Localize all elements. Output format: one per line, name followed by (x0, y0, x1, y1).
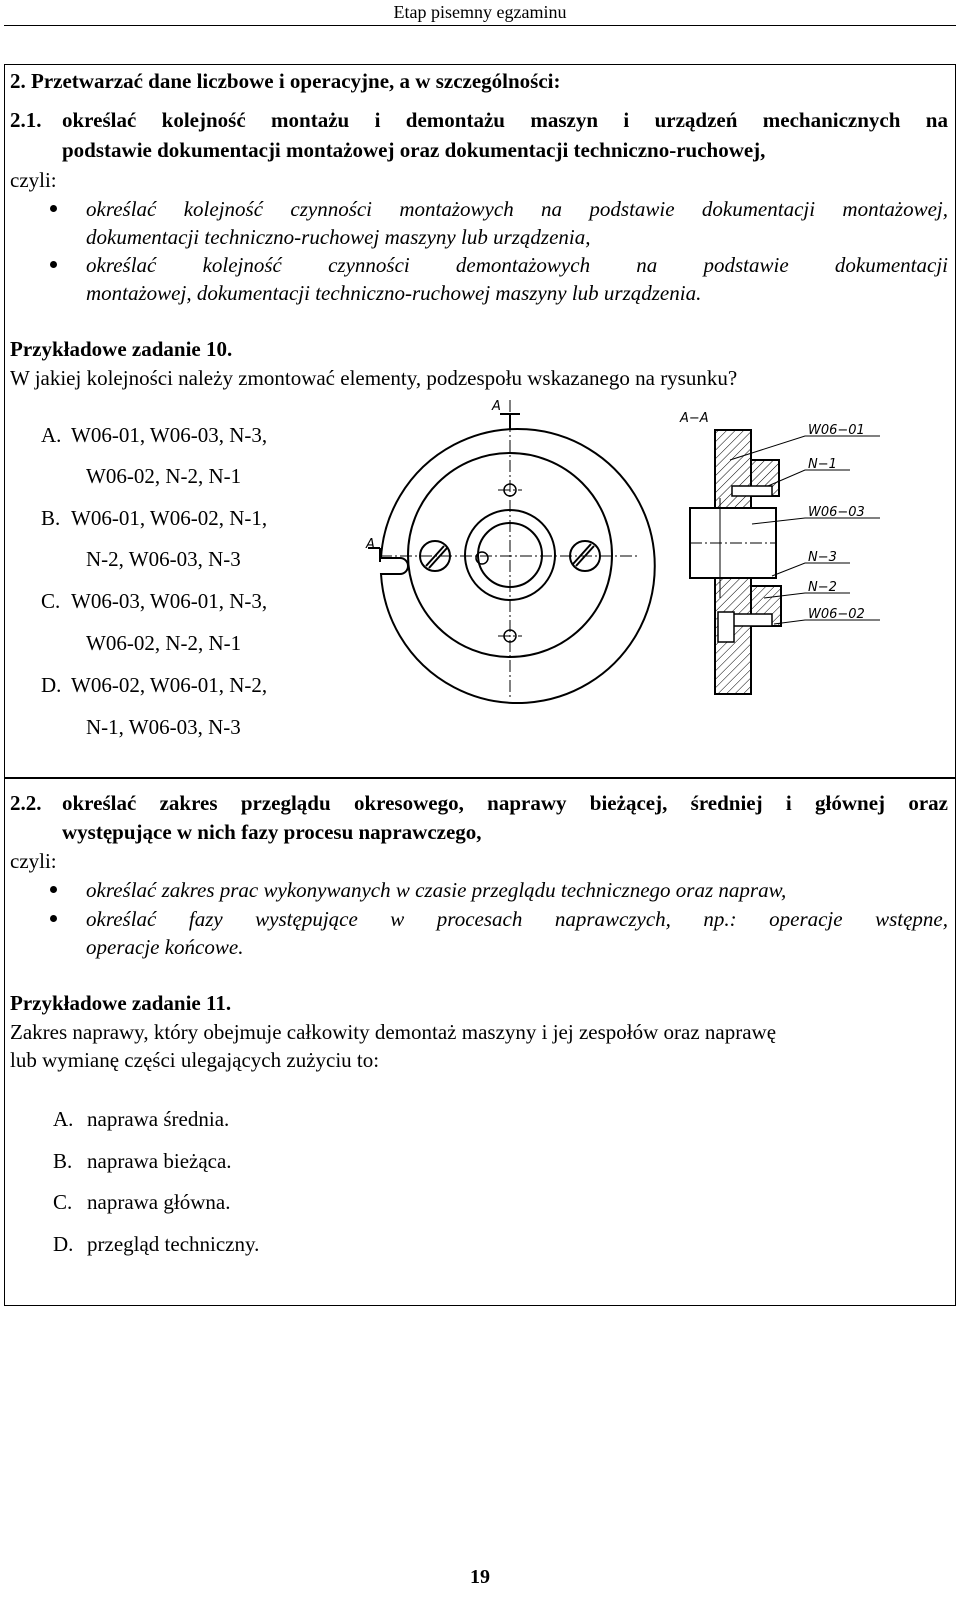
option-d[interactable] (41, 672, 267, 698)
option-d-line2: N-1, W06-03, N-3 (86, 715, 241, 739)
drawing-label-n-3: N−3 (808, 550, 837, 565)
section-title: A−A (680, 411, 709, 426)
bullet-text-line2: operacje końcowe. (86, 935, 244, 959)
drawing-label-w06-03: W06−03 (808, 505, 865, 520)
subsection-number: 2.2. (10, 791, 42, 815)
option-c-line2: W06-02, N-2, N-1 (86, 631, 242, 655)
page-header: Etap pisemny egzaminu (393, 2, 567, 22)
answer-text: przegląd techniczny. (87, 1232, 260, 1256)
subsection-title-line1: określać kolejność montażu i demontażu maszyn i urządzeń mechanicznych na (62, 108, 948, 132)
czyli-label: czyli: (10, 849, 57, 873)
drawing-label-n-2: N−2 (808, 580, 837, 595)
subsection-title-line2: podstawie dokumentacji montażowej oraz dokumentacji techniczno-ruchowej, (62, 138, 766, 162)
bullet-text-line2: montażowej, dokumentacji techniczno-ruchowej maszyny lub urządzenia. (86, 281, 702, 305)
option-c[interactable] (41, 588, 267, 614)
subsection-number: 2.1. (10, 108, 42, 132)
drawing-label-w06-01: W06−01 (808, 423, 865, 438)
option-text-line1: W06-01, W06-03, N-3, (71, 423, 268, 447)
answer-letter: C. (53, 1190, 73, 1214)
question-line2: lub wymianę części ulegających zużyciu to: (10, 1048, 380, 1072)
drawing-label-n-1: N−1 (808, 457, 837, 472)
answer-c[interactable] (53, 1189, 230, 1215)
bullet-icon (50, 261, 57, 268)
option-letter: C. (41, 589, 61, 613)
bullet-icon (50, 205, 57, 212)
option-text-line1: W06-02, W06-01, N-2, (71, 673, 268, 697)
section-mark-left: A (366, 537, 375, 552)
bullet-text-line1: określać zakres prac wykonywanych w czasie przeglądu technicznego oraz napraw, (86, 878, 787, 902)
answer-d[interactable] (53, 1231, 259, 1257)
option-text-line1: W06-01, W06-02, N-1, (71, 506, 268, 530)
bullet-text-line2: dokumentacji techniczno-ruchowej maszyny lub urządzenia, (86, 225, 591, 249)
option-letter: D. (41, 673, 62, 697)
bullet-icon (50, 915, 57, 922)
answer-text: naprawa główna. (87, 1190, 231, 1214)
drawing-label-w06-02: W06−02 (808, 607, 865, 622)
section-mark-top: A (492, 399, 501, 414)
czyli-label: czyli: (10, 168, 57, 192)
option-b-line2: N-2, W06-03, N-3 (86, 547, 241, 571)
option-a[interactable] (41, 422, 267, 448)
technical-drawing (360, 398, 900, 733)
question-line1: Zakres naprawy, który obejmuje całkowity demontaż maszyny i jej zespołów oraz naprawę (10, 1020, 777, 1044)
option-a-line2: W06-02, N-2, N-1 (86, 464, 242, 488)
subsection-title-line2: występujące w nich fazy procesu naprawczego, (62, 820, 482, 844)
option-text-line1: W06-03, W06-01, N-3, (71, 589, 268, 613)
front-view (368, 400, 655, 703)
option-letter: A. (41, 423, 62, 447)
bullet-text-line1: określać kolejność czynności montażowych na podstawie dokumentacji montażowej, (86, 197, 948, 221)
header-divider (4, 25, 956, 26)
subsection-title-line1: określać zakres przeglądu okresowego, naprawy bieżącej, średniej i głównej oraz (62, 791, 948, 815)
bullet-text-line1: określać fazy występujące w procesach naprawczych, np.: operacje wstępne, (86, 907, 948, 931)
option-b[interactable] (41, 505, 267, 531)
answer-letter: D. (53, 1232, 74, 1256)
example-title: Przykładowe zadanie 10. (10, 337, 233, 361)
section-heading: 2. Przetwarzać dane liczbowe i operacyjne, a w szczególności: (10, 69, 561, 93)
option-letter: B. (41, 506, 61, 530)
section-view (690, 430, 781, 694)
bullet-text-line1: określać kolejność czynności demontażowych na podstawie dokumentacji (86, 253, 948, 277)
answer-a[interactable] (53, 1106, 229, 1132)
page-number: 19 (470, 1566, 490, 1588)
example-title: Przykładowe zadanie 11. (10, 991, 232, 1015)
question-text: W jakiej kolejności należy zmontować elementy, podzespołu wskazanego na rysunku? (10, 366, 738, 390)
answer-b[interactable] (53, 1148, 232, 1174)
answer-letter: A. (53, 1107, 74, 1131)
bullet-icon (50, 886, 57, 893)
answer-text: naprawa średnia. (87, 1107, 230, 1131)
answer-text: naprawa bieżąca. (87, 1149, 232, 1173)
answer-letter: B. (53, 1149, 73, 1173)
